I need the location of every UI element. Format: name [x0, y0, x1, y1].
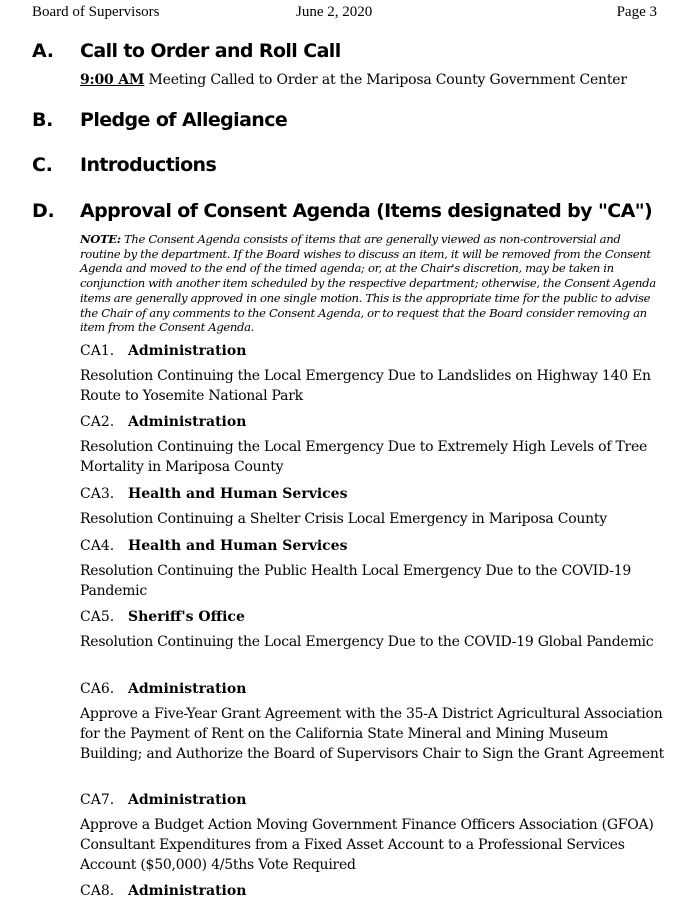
- section-letter: B.: [32, 109, 54, 131]
- section-letter: A.: [32, 40, 54, 62]
- consent-item-department: Administration: [128, 883, 247, 899]
- consent-item-heading: [80, 792, 246, 808]
- header-board-name: Board of Supervisors: [32, 4, 160, 20]
- consent-item-description: Resolution Continuing the Public Health Local Emergency Due to the COVID-19 Pandemic: [80, 563, 632, 599]
- meeting-text: Meeting Called to Order at the Mariposa County Government Center: [144, 72, 627, 88]
- consent-item-description: Approve a Budget Action Moving Government Finance Officers Association (GFOA) Consultant Expenditures from a Fixed Asset Account to a Professional Services Account ($50,000) 4/5ths Vote Required: [80, 817, 654, 873]
- section-letter: D.: [32, 200, 55, 222]
- consent-item-heading: [80, 414, 246, 430]
- consent-item-department: Administration: [128, 343, 247, 359]
- consent-item-number: CA4.: [80, 538, 115, 554]
- page-header: [32, 4, 657, 24]
- section-title: Pledge of Allegiance: [80, 109, 288, 131]
- consent-item-number: CA8.: [80, 883, 115, 899]
- consent-item-department: Health and Human Services: [128, 486, 348, 502]
- meeting-called-line: [80, 72, 627, 88]
- consent-item-department: Administration: [128, 792, 247, 808]
- section-title: Approval of Consent Agenda (Items designated by "CA"): [80, 200, 653, 222]
- note-label: NOTE:: [80, 232, 121, 246]
- consent-item-heading: [80, 883, 246, 899]
- consent-item-description: Resolution Continuing a Shelter Crisis Local Emergency in Mariposa County: [80, 511, 607, 527]
- consent-item-number: CA1.: [80, 343, 115, 359]
- consent-item-heading: [80, 538, 347, 554]
- header-date: June 2, 2020: [296, 4, 373, 20]
- section-title: Call to Order and Roll Call: [80, 40, 341, 62]
- consent-item-number: CA3.: [80, 486, 115, 502]
- note-text: The Consent Agenda consists of items that are generally viewed as non-controversial and routine by the department. If the Board wishes to discuss an item, it will be removed from the Consent Agenda and moved to the end of the timed agenda; or, at the Chair's discretion, may be taken in conjunction with another item scheduled by the respective department; otherwise, the Consent Agenda items are generally approved in one single motion. This is the appropriate time for the public to advise the Chair of any comments to the Consent Agenda, or to request that the Board consider removing an item from the Consent Agenda.: [80, 232, 656, 335]
- consent-item-description: Resolution Continuing the Local Emergency Due to the COVID-19 Global Pandemic: [80, 634, 654, 650]
- consent-item-heading: [80, 486, 347, 502]
- consent-item-heading: [80, 681, 246, 697]
- consent-item-department: Sheriff's Office: [128, 609, 245, 625]
- consent-item-description: Resolution Continuing the Local Emergency Due to Extremely High Levels of Tree Mortality in Mariposa County: [80, 439, 648, 475]
- consent-item-heading: [80, 343, 246, 359]
- consent-item-department: Health and Human Services: [128, 538, 348, 554]
- consent-item-description: Approve a Five-Year Grant Agreement with the 35-A District Agricultural Association for the Payment of Rent on the California State Mineral and Mining Museum Building; and Authorize the Board of Supervisors Chair to Sign the Grant Agreement: [80, 706, 665, 762]
- consent-item-number: CA6.: [80, 681, 115, 697]
- consent-item-number: CA7.: [80, 792, 115, 808]
- consent-item-department: Administration: [128, 414, 247, 430]
- consent-item-department: Administration: [128, 681, 247, 697]
- header-page-number: Page 3: [616, 4, 657, 20]
- meeting-time: 9:00 AM: [80, 72, 145, 88]
- consent-item-description: Resolution Continuing the Local Emergency Due to Landslides on Highway 140 En Route to Yosemite National Park: [80, 368, 651, 404]
- consent-item-number: CA5.: [80, 609, 115, 625]
- section-letter: C.: [32, 154, 53, 176]
- consent-item-heading: [80, 609, 245, 625]
- consent-agenda-note: [80, 232, 658, 335]
- section-title: Introductions: [80, 154, 217, 176]
- consent-item-number: CA2.: [80, 414, 115, 430]
